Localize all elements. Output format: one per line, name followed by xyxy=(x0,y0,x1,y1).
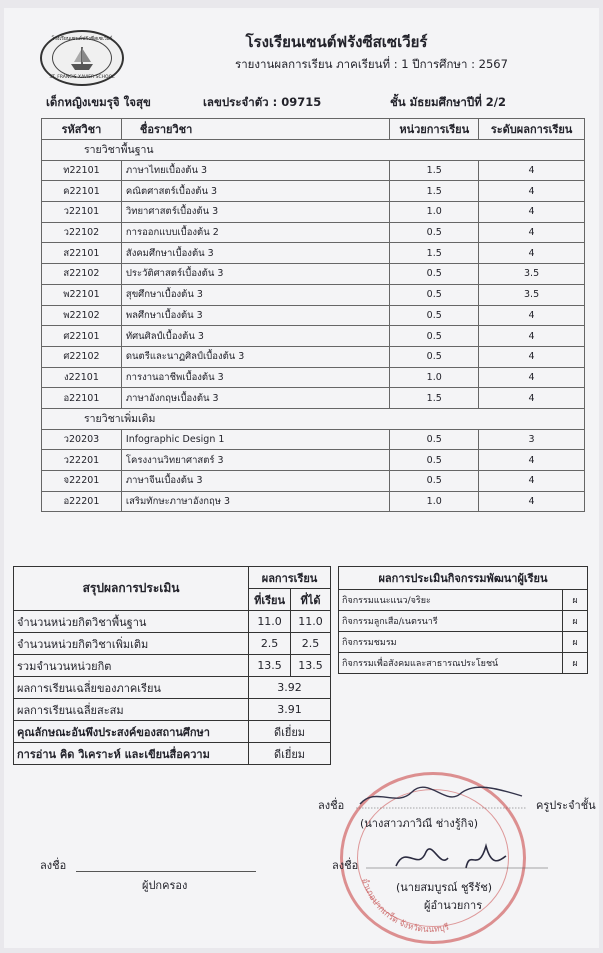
summary-row-earned: 13.5 xyxy=(291,655,331,677)
course-credit: 1.0 xyxy=(390,202,479,223)
reading-value: ดีเยี่ยม xyxy=(249,743,331,765)
course-grade: 4 xyxy=(479,181,585,202)
course-name: เสริมทักษะภาษาอังกฤษ 3 xyxy=(121,491,389,512)
summary-row-label: จำนวนหน่วยกิตวิชาพื้นฐาน xyxy=(14,611,249,633)
summary-row-earned: 11.0 xyxy=(291,611,331,633)
summary-table xyxy=(13,566,331,765)
traits-label: คุณลักษณะอันพึงประสงค์ของสถานศึกษา xyxy=(14,721,249,743)
course-grade: 4 xyxy=(479,160,585,181)
course-credit: 0.5 xyxy=(390,429,479,450)
course-code: พ22102 xyxy=(42,305,122,326)
course-grade: 4 xyxy=(479,471,585,492)
table-row xyxy=(42,222,585,243)
course-name: สุขศึกษาเบื้องต้น 3 xyxy=(121,284,389,305)
course-code: ศ22102 xyxy=(42,346,122,367)
parent-sign-label: ลงชื่อ xyxy=(40,859,67,872)
activity-row xyxy=(339,653,588,674)
table-row xyxy=(42,388,585,409)
course-name: ภาษาไทยเบื้องต้น 3 xyxy=(121,160,389,181)
reading-label: การอ่าน คิด วิเคราะห์ และเขียนสื่อความ xyxy=(14,743,249,765)
section-row xyxy=(42,140,585,161)
school-name: โรงเรียนเซนต์ฟรังซีสเซเวียร์ xyxy=(245,33,428,51)
course-credit: 1.5 xyxy=(390,243,479,264)
gpa-cum-label: ผลการเรียนเฉลี่ยสะสม xyxy=(14,699,249,721)
activity-row xyxy=(339,590,588,611)
course-grade: 4 xyxy=(479,305,585,326)
student-id: เลขประจำตัว : 09715 xyxy=(203,95,322,109)
traits-value: ดีเยี่ยม xyxy=(249,721,331,743)
table-row xyxy=(42,243,585,264)
teacher-role: ครูประจำชั้น xyxy=(536,799,596,812)
gpa-cum-value: 3.91 xyxy=(249,699,331,721)
course-code: ส22101 xyxy=(42,243,122,264)
grades-table xyxy=(41,118,585,512)
teacher-name: (นางสาวภาวิณี ช่างรู้กิจ) xyxy=(360,817,479,830)
summary-group-header: ผลการเรียน xyxy=(249,567,331,589)
table-row xyxy=(42,202,585,223)
course-grade: 4 xyxy=(479,326,585,347)
course-code: ว22101 xyxy=(42,202,122,223)
table-row xyxy=(42,284,585,305)
course-code: ท22101 xyxy=(42,160,122,181)
activity-result: ผ xyxy=(563,632,588,653)
table-row xyxy=(42,264,585,285)
course-name: ภาษาจีนเบื้องต้น 3 xyxy=(121,471,389,492)
course-grade: 4 xyxy=(479,450,585,471)
section-row xyxy=(42,408,585,429)
course-code: อ22101 xyxy=(42,388,122,409)
activity-name: กิจกรรมเพื่อสังคมและสาธารณประโยชน์ xyxy=(339,653,563,674)
activities-table xyxy=(338,566,588,674)
student-name: เด็กหญิงเขมรุจิ ใจสุข xyxy=(46,95,151,109)
course-name: ประวัติศาสตร์เบื้องต้น 3 xyxy=(121,264,389,285)
gpa-term-value: 3.92 xyxy=(249,677,331,699)
course-code: พ22101 xyxy=(42,284,122,305)
activity-name: กิจกรรมชมรม xyxy=(339,632,563,653)
table-row xyxy=(42,160,585,181)
course-grade: 4 xyxy=(479,346,585,367)
col-credit-header: หน่วยการเรียน xyxy=(390,119,479,140)
course-credit: 0.5 xyxy=(390,284,479,305)
report-subtitle: รายงานผลการเรียน ภาคเรียนที่ : 1 ปีการศึกษา : 2567 xyxy=(235,57,508,71)
course-name: การงานอาชีพเบื้องต้น 3 xyxy=(121,367,389,388)
course-grade: 4 xyxy=(479,491,585,512)
col-grade-header: ระดับผลการเรียน xyxy=(479,119,585,140)
activity-result: ผ xyxy=(563,611,588,632)
course-name: โครงงานวิทยาศาสตร์ 3 xyxy=(121,450,389,471)
teacher-sign-label: ลงชื่อ xyxy=(318,799,345,812)
summary-row-earned: 2.5 xyxy=(291,633,331,655)
director-sign-label: ลงชื่อ xyxy=(332,859,359,872)
course-grade: 3.5 xyxy=(479,264,585,285)
director-name: (นายสมบูรณ์ ชูรีรัช) xyxy=(396,881,493,894)
table-row xyxy=(42,429,585,450)
course-grade: 3 xyxy=(479,429,585,450)
section-title: รายวิชาพื้นฐาน xyxy=(42,140,585,161)
col-name-header: ชื่อรายวิชา xyxy=(121,119,389,140)
table-row xyxy=(42,450,585,471)
summary-row-label: จำนวนหน่วยกิตวิชาเพิ่มเติม xyxy=(14,633,249,655)
table-row xyxy=(42,471,585,492)
table-row xyxy=(42,305,585,326)
course-grade: 4 xyxy=(479,367,585,388)
activity-result: ผ xyxy=(563,653,588,674)
table-row xyxy=(42,181,585,202)
course-credit: 0.5 xyxy=(390,305,479,326)
parent-signature-line xyxy=(76,871,256,872)
director-signature xyxy=(366,838,548,878)
course-code: ง22101 xyxy=(42,367,122,388)
course-name: การออกแบบเบื้องต้น 2 xyxy=(121,222,389,243)
table-row xyxy=(42,367,585,388)
course-code: ค22101 xyxy=(42,181,122,202)
course-credit: 0.5 xyxy=(390,346,479,367)
grade-level: ชั้น มัธยมศึกษาปีที่ 2/2 xyxy=(390,95,506,109)
course-credit: 1.0 xyxy=(390,367,479,388)
course-credit: 1.5 xyxy=(390,181,479,202)
table-row xyxy=(42,346,585,367)
course-name: ทัศนศิลป์เบื้องต้น 3 xyxy=(121,326,389,347)
course-grade: 4 xyxy=(479,202,585,223)
course-credit: 1.5 xyxy=(390,388,479,409)
course-code: ศ22101 xyxy=(42,326,122,347)
school-logo: โรงเรียนเซนต์ฟรังซีสเซเวียร์ ST. FRANCIS XAVIER SCHOOL xyxy=(40,30,124,86)
course-name: ดนตรีและนาฏศิลป์เบื้องต้น 3 xyxy=(121,346,389,367)
activity-result: ผ xyxy=(563,590,588,611)
course-code: ว22102 xyxy=(42,222,122,243)
course-credit: 1.5 xyxy=(390,160,479,181)
course-credit: 0.5 xyxy=(390,264,479,285)
activity-row xyxy=(339,632,588,653)
section-title: รายวิชาเพิ่มเติม xyxy=(42,408,585,429)
course-grade: 4 xyxy=(479,388,585,409)
summary-col-earned: ที่ได้ xyxy=(291,589,331,611)
table-row xyxy=(42,491,585,512)
course-code: ว22201 xyxy=(42,450,122,471)
course-name: Infographic Design 1 xyxy=(121,429,389,450)
course-code: ว20203 xyxy=(42,429,122,450)
activities-title: ผลการประเมินกิจกรรมพัฒนาผู้เรียน xyxy=(339,567,588,590)
director-role: ผู้อำนวยการ xyxy=(424,899,483,912)
course-name: พลศึกษาเบื้องต้น 3 xyxy=(121,305,389,326)
course-credit: 0.5 xyxy=(390,471,479,492)
activity-name: กิจกรรมลูกเสือ/เนตรนารี xyxy=(339,611,563,632)
svg-text:อำเภอปากเกร็ด จังหวัดนนทบุรี: อำเภอปากเกร็ด จังหวัดนนทบุรี xyxy=(359,877,451,936)
course-credit: 0.5 xyxy=(390,326,479,347)
summary-title: สรุปผลการประเมิน xyxy=(14,567,249,611)
parent-role: ผู้ปกครอง xyxy=(142,879,188,892)
table-row xyxy=(42,326,585,347)
course-grade: 3.5 xyxy=(479,284,585,305)
course-name: สังคมศึกษาเบื้องต้น 3 xyxy=(121,243,389,264)
col-code-header: รหัสวิชา xyxy=(42,119,122,140)
summary-row-registered: 2.5 xyxy=(249,633,291,655)
course-grade: 4 xyxy=(479,222,585,243)
course-credit: 1.0 xyxy=(390,491,479,512)
course-name: คณิตศาสตร์เบื้องต้น 3 xyxy=(121,181,389,202)
summary-row-registered: 13.5 xyxy=(249,655,291,677)
course-code: ส22102 xyxy=(42,264,122,285)
course-grade: 4 xyxy=(479,243,585,264)
activity-name: กิจกรรมแนะแนว/จริยะ xyxy=(339,590,563,611)
course-name: ภาษาอังกฤษเบื้องต้น 3 xyxy=(121,388,389,409)
course-credit: 0.5 xyxy=(390,450,479,471)
grades-header-row xyxy=(42,119,585,140)
course-name: วิทยาศาสตร์เบื้องต้น 3 xyxy=(121,202,389,223)
summary-col-registered: ที่เรียน xyxy=(249,589,291,611)
summary-row-label: รวมจำนวนหน่วยกิต xyxy=(14,655,249,677)
course-credit: 0.5 xyxy=(390,222,479,243)
course-code: อ22201 xyxy=(42,491,122,512)
course-code: จ22201 xyxy=(42,471,122,492)
gpa-term-label: ผลการเรียนเฉลี่ยของภาคเรียน xyxy=(14,677,249,699)
activity-row xyxy=(339,611,588,632)
teacher-signature xyxy=(356,782,526,812)
summary-row-registered: 11.0 xyxy=(249,611,291,633)
